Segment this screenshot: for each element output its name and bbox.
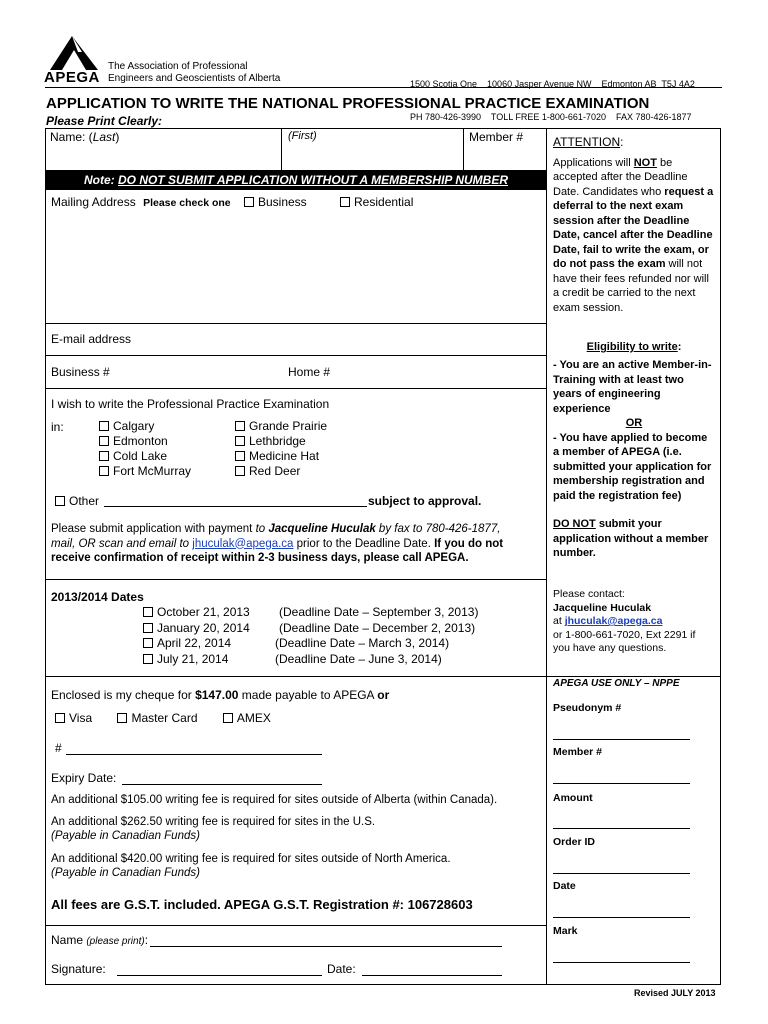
site-checkbox[interactable] xyxy=(99,436,109,446)
date-option[interactable]: April 22, 2014 (Deadline Date – March 3, 2014) xyxy=(143,636,478,652)
contact-name: Jacqueline Huculak xyxy=(268,523,376,535)
home-phone-field[interactable]: Home # xyxy=(288,365,331,379)
site-cold-lake[interactable]: Cold Lake xyxy=(99,449,191,464)
mailing-address-row xyxy=(51,195,413,209)
amex-checkbox[interactable] xyxy=(223,713,233,723)
mailing-address-area[interactable] xyxy=(46,214,546,322)
apega-mountain-icon xyxy=(44,36,104,72)
header-rule xyxy=(45,87,722,88)
signature-input[interactable] xyxy=(117,963,322,976)
site-edmonton[interactable]: Edmonton xyxy=(99,434,191,449)
office-member: Member # xyxy=(553,746,603,758)
site-medicine-hat[interactable]: Medicine Hat xyxy=(235,449,327,464)
check-one-label: Please check one xyxy=(143,197,231,209)
other-label: Other xyxy=(69,494,100,508)
visa-checkbox[interactable] xyxy=(55,713,65,723)
email-link[interactable]: jhuculak@apega.ca xyxy=(192,537,294,550)
sites-column-2 xyxy=(235,419,327,479)
print-name-label: Name (please print): xyxy=(51,933,149,947)
office-mark: Mark xyxy=(553,925,578,937)
org-line-2: Engineers and Geoscientists of Alberta xyxy=(108,73,281,84)
date-checkbox[interactable] xyxy=(143,654,153,664)
office-amount: Amount xyxy=(553,792,593,804)
eligibility-title: Eligibility to write: xyxy=(586,341,682,353)
in-label: in: xyxy=(51,420,64,434)
site-checkbox[interactable] xyxy=(99,421,109,431)
print-name-input[interactable] xyxy=(150,934,502,947)
attention-text: Applications will NOT be accepted after the Deadline Date. Candidates who request a deferral to the next exam session after the Deadline Date, cancel after the Deadline Date, fail to write the exam, or do not pass the exam will not have their fees refunded nor will a credit be carried to the next exam session. xyxy=(553,156,714,314)
business-checkbox[interactable] xyxy=(244,197,254,207)
site-fort-mcmurray[interactable]: Fort McMurray xyxy=(99,464,191,479)
date-option[interactable]: October 21, 2013 (Deadline Date – September 3, 2013) xyxy=(143,605,478,621)
contact-email-link[interactable]: jhuculak@apega.ca xyxy=(564,615,663,627)
contact-box: Please contact: Jacqueline Huculak at jhuculak@apega.ca or 1-800-661-7020, Ext 2291 if you have any questions. xyxy=(553,588,696,654)
visa-option[interactable]: Visa xyxy=(55,711,92,725)
date-option[interactable]: January 20, 2014 (Deadline Date – December 2, 2013) xyxy=(143,621,478,637)
mailing-address-label: Mailing Address xyxy=(51,195,136,209)
org-line-1: The Association of Professional xyxy=(108,61,248,72)
cheque-text: Enclosed is my cheque for $147.00 made payable to APEGA or xyxy=(51,688,390,702)
expiry-input[interactable] xyxy=(122,772,322,785)
office-use-title: APEGA USE ONLY – NPPE xyxy=(553,678,680,689)
mastercard-checkbox[interactable] xyxy=(117,713,127,723)
fee-us: An additional $262.50 writing fee is required for sites in the U.S. xyxy=(51,816,376,828)
office-amount-input[interactable] xyxy=(553,816,690,829)
dates-list xyxy=(143,605,478,667)
business-option[interactable]: Business xyxy=(244,195,307,209)
sites-column-1 xyxy=(99,419,191,479)
expiry-label: Expiry Date: xyxy=(51,771,117,785)
wish-text: I wish to write the Professional Practice Examination xyxy=(51,397,330,411)
name-field[interactable]: Name: (Last) xyxy=(50,130,120,144)
office-date-input[interactable] xyxy=(553,905,690,918)
attention-box: ATTENTION: Applications will NOT be accepted after the Deadline Date. Candidates who request a deferral to the next exam session after the Deadline Date, cancel after the Deadline Date, fail to write the exam, or do not pass the exam will not have their fees refunded nor will a credit be carried to the next exam session. xyxy=(553,135,714,314)
site-checkbox[interactable] xyxy=(235,451,245,461)
print-clearly: Please Print Clearly: xyxy=(46,114,163,128)
office-date: Date xyxy=(553,880,576,892)
date-checkbox[interactable] xyxy=(143,623,153,633)
amex-option[interactable]: AMEX xyxy=(223,711,271,725)
sidebar-divider xyxy=(546,128,547,985)
other-checkbox[interactable] xyxy=(55,496,65,506)
fee-us-note: (Payable in Canadian Funds) xyxy=(51,830,200,842)
subject-approval: subject to approval. xyxy=(368,494,482,508)
first-name-field[interactable]: (First) xyxy=(288,130,317,142)
member-number-field[interactable]: Member # xyxy=(469,130,524,144)
office-mark-input[interactable] xyxy=(553,950,690,963)
site-other[interactable] xyxy=(55,494,99,508)
office-order-id-input[interactable] xyxy=(553,861,690,874)
office-pseudonym-input[interactable] xyxy=(553,727,690,740)
office-pseudonym: Pseudonym # xyxy=(553,702,622,714)
address-line-1: 1500 Scotia One 10060 Jasper Avenue NW Edmonton AB T5J 4A2 xyxy=(410,79,695,89)
attention-title: ATTENTION xyxy=(553,135,621,149)
site-calgary[interactable]: Calgary xyxy=(99,419,191,434)
dates-title: 2013/2014 Dates xyxy=(51,590,144,604)
site-checkbox[interactable] xyxy=(235,466,245,476)
gst-statement: All fees are G.S.T. included. APEGA G.S.T. Registration #: 106728603 xyxy=(51,897,473,912)
date-option[interactable]: July 21, 2014 (Deadline Date – June 3, 2014) xyxy=(143,652,478,668)
site-lethbridge[interactable]: Lethbridge xyxy=(235,434,327,449)
site-grande-prairie[interactable]: Grande Prairie xyxy=(235,419,327,434)
site-red-deer[interactable]: Red Deer xyxy=(235,464,327,479)
eligibility-text: - You are an active Member-in-Training with at least two years of engineering experience OR - You have applied to become a member of APEGA (i.e. submitted your application for membership registration and paid the registration fee) DO NOT submit your application without a member number. xyxy=(553,359,712,559)
residential-option[interactable]: Residential xyxy=(340,195,413,209)
date-input[interactable] xyxy=(362,963,502,976)
signature-label: Signature: xyxy=(51,962,106,976)
site-checkbox[interactable] xyxy=(99,451,109,461)
card-options xyxy=(55,711,271,725)
address-line-2: PH 780-426-3990 TOLL FREE 1-800-661-7020 FAX 780-426-1877 xyxy=(410,112,692,122)
name-last-label: Last xyxy=(92,130,116,144)
business-phone-field[interactable]: Business # xyxy=(51,365,110,379)
card-number-input[interactable] xyxy=(66,742,322,755)
apega-logo xyxy=(44,36,104,86)
other-site-input[interactable] xyxy=(104,494,367,507)
office-member-input[interactable] xyxy=(553,771,690,784)
name-label: Name: ( xyxy=(50,130,93,144)
fee-alberta: An additional $105.00 writing fee is required for sites outside of Alberta (within Canada). xyxy=(51,794,498,806)
site-checkbox[interactable] xyxy=(235,436,245,446)
date-checkbox[interactable] xyxy=(143,638,153,648)
site-checkbox[interactable] xyxy=(99,466,109,476)
note-bar xyxy=(46,170,546,190)
note-text: DO NOT SUBMIT APPLICATION WITHOUT A MEMBERSHIP NUMBER xyxy=(118,173,508,187)
date-label: Date: xyxy=(327,962,356,976)
date-checkbox[interactable] xyxy=(143,607,153,617)
logo-text: APEGA xyxy=(44,69,100,86)
office-order-id: Order ID xyxy=(553,836,596,848)
mastercard-option[interactable]: Master Card xyxy=(117,711,197,725)
form-title: APPLICATION TO WRITE THE NATIONAL PROFESSIONAL PRACTICE EXAMINATION xyxy=(46,95,650,112)
fee-international-note: (Payable in Canadian Funds) xyxy=(51,867,200,879)
fee-international: An additional $420.00 writing fee is required for sites outside of North America. xyxy=(51,853,451,865)
cheque-amount: $147.00 xyxy=(195,688,239,702)
org-name xyxy=(108,61,280,85)
site-checkbox[interactable] xyxy=(235,421,245,431)
email-field[interactable]: E-mail address xyxy=(51,332,132,346)
note-prefix: Note: xyxy=(84,173,118,187)
revision-note: Revised JULY 2013 xyxy=(634,988,716,998)
residential-checkbox[interactable] xyxy=(340,197,350,207)
submit-instructions: Please submit application with payment to Jacqueline Huculak by fax to 780-426-1877, mail, OR scan and email to jhuculak@apega.ca prior to the Deadline Date. If you do not receive confirmation of receipt within 2-3 business days, please call APEGA. xyxy=(51,523,504,564)
card-number-label: # xyxy=(55,741,62,755)
